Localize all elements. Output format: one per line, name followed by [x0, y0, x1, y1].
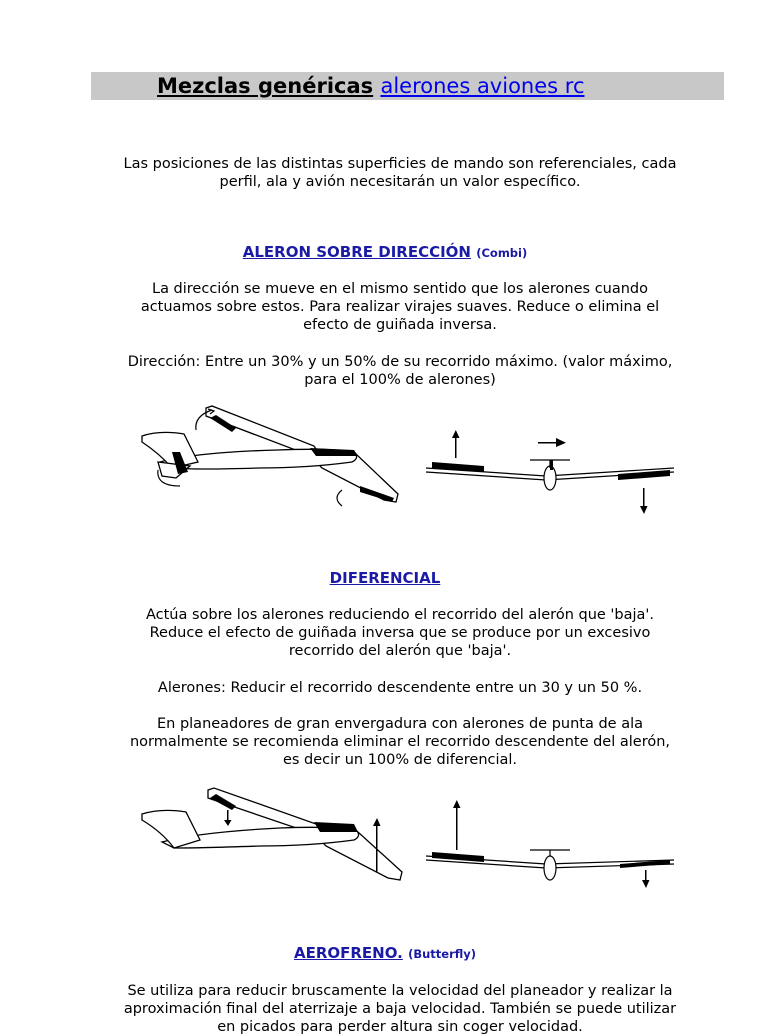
combi-front-glider-icon	[426, 428, 676, 518]
differential-perspective-glider-icon	[140, 784, 410, 884]
combi-paragraph-2: Dirección: Entre un 30% y un 50% de su recorrido máximo. (valor máximo, para el 100% de alerones)	[127, 354, 673, 388]
section-heading-butterfly-title[interactable]: AEROFRENO.	[293, 944, 403, 962]
section-heading-butterfly-sub: (Butterfly)	[408, 947, 477, 961]
title-link[interactable]: alerones aviones rc	[380, 74, 585, 98]
section-heading-combi-sub: (Combi)	[476, 246, 528, 260]
section-heading-combi-title[interactable]: ALERON SOBRE DIRECCIÓN	[242, 243, 471, 261]
title-text: Mezclas genéricas	[157, 74, 374, 98]
differential-paragraph-2: Alerones: Reducir el recorrido descendente entre un 30 y un 50 %.	[157, 680, 643, 696]
section-heading-combi[interactable]	[90, 242, 680, 263]
intro-paragraph: Las posiciones de las distintas superficies de mando son referenciales, cada perfil, ala y avión necesitarán un valor específico.	[123, 156, 677, 190]
butterfly-paragraph-1: Se utiliza para reducir bruscamente la velocidad del planeador y realizar la aproximación final del aterrizaje a baja velocidad. También se puede utilizar en picados para perder altura sin coger velocidad.	[123, 983, 677, 1035]
section-heading-butterfly[interactable]	[90, 943, 680, 964]
combi-perspective-glider-icon	[138, 402, 408, 512]
section-heading-differential-title[interactable]: DIFERENCIAL	[329, 569, 441, 587]
differential-paragraph-3: En planeadores de gran envergadura con alerones de punta de ala normalmente se recomienda eliminar el recorrido descendente del alerón, es decir un 100% de diferencial.	[129, 716, 671, 768]
differential-front-glider-icon	[426, 798, 676, 898]
differential-paragraph-1: Actúa sobre los alerones reduciendo el recorrido del alerón que 'baja'. Reduce el efecto de guiñada inversa que se produce por un excesivo recorrido del alerón que 'baja'.	[145, 607, 655, 659]
page-title	[157, 72, 585, 100]
section-heading-differential[interactable]	[90, 568, 680, 588]
combi-paragraph-1: La dirección se mueve en el mismo sentido que los alerones cuando actuamos sobre estos. Para realizar virajes suaves. Reduce o elimina el efecto de guiñada inversa.	[140, 281, 660, 333]
